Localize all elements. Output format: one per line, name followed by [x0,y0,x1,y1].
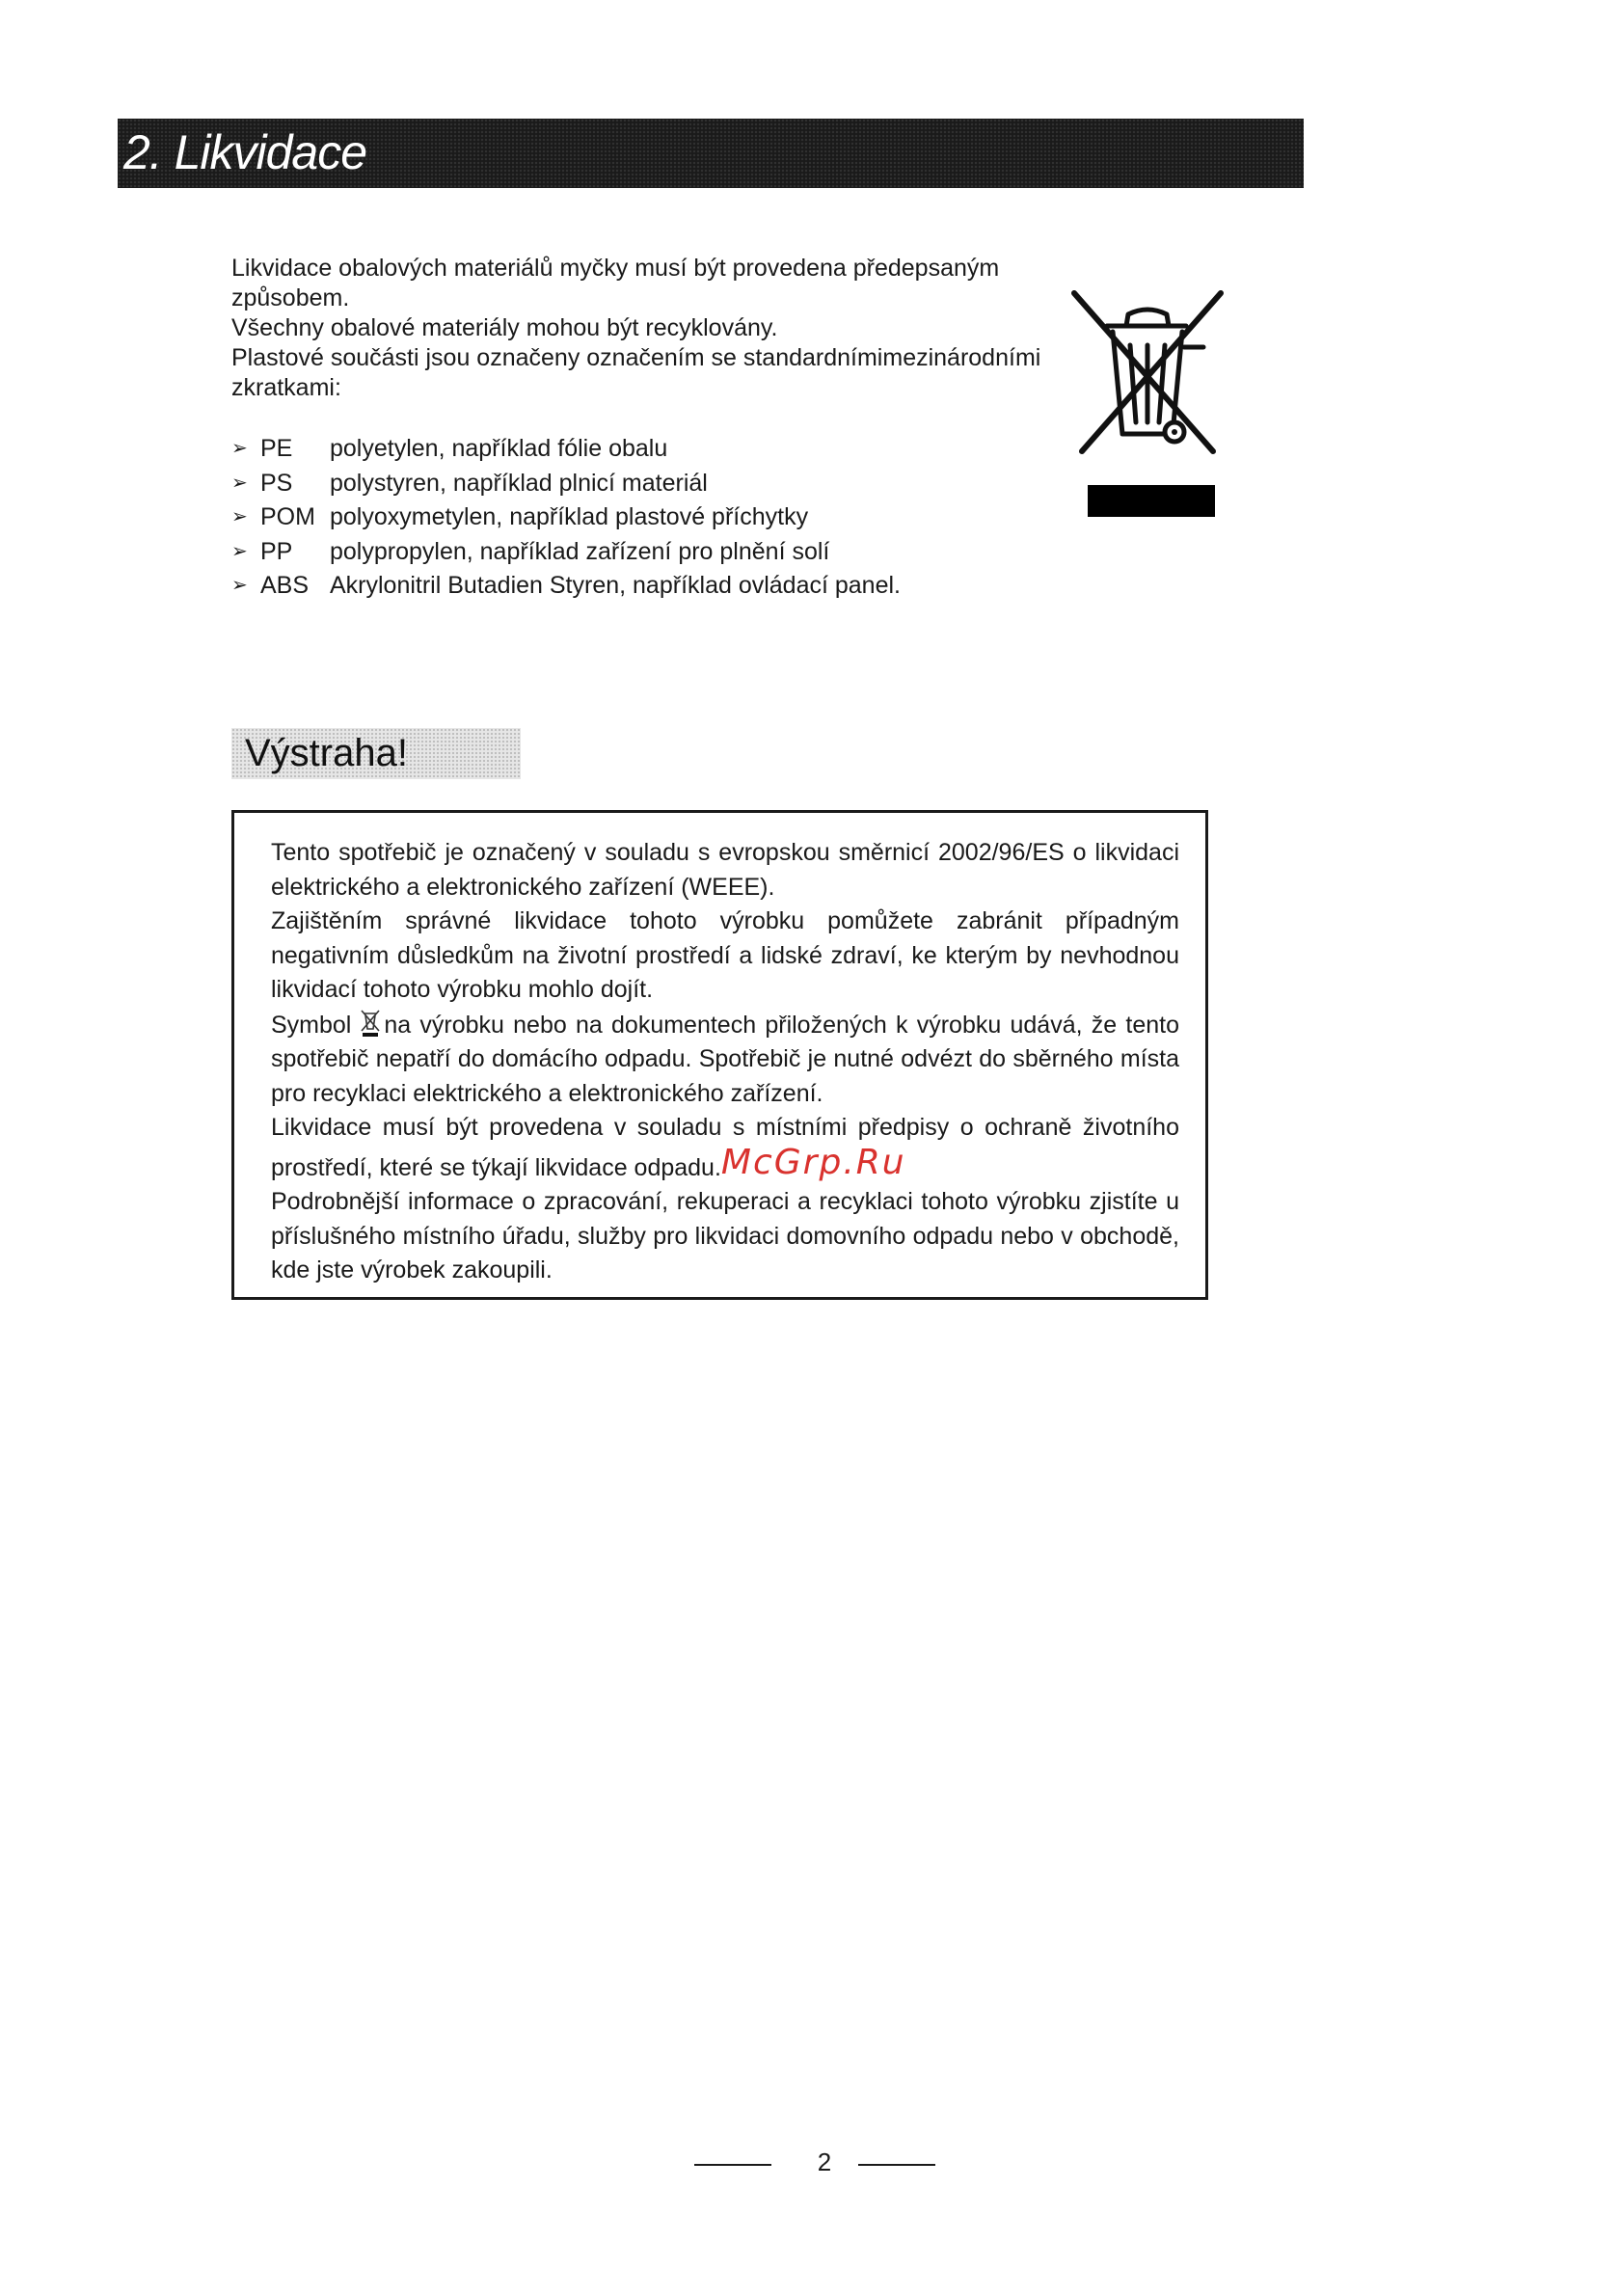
intro-line: Všechny obalové materiály mohou být recyklovány. [231,314,778,341]
material-list [231,432,901,604]
material-item [231,535,901,570]
warning-paragraph-text: Likvidace musí být provedena v souladu s místními předpisy o ochraně životního prostředí, které se týkají likvidace odpadu. [271,1114,1179,1181]
symbol-explanation: na výrobku nebo na dokumentech přiložených k výrobku udává, že tento spotřebič nepatří do domácího odpadu. Spotřebič je nutné odvézt do sběrného místa pro recyklaci elektrického a elektronického zařízení. [271,1011,1179,1107]
warning-paragraph: Tento spotřebič je označený v souladu s evropskou směrnicí 2002/96/ES o likvidaci elektrického a elektronického zařízení (WEEE). [271,839,1179,901]
material-code: POM [260,503,315,530]
warning-text [271,836,1179,1288]
material-description: Akrylonitril Butadien Styren, například ovládací panel. [330,572,901,599]
material-code: PE [260,435,293,462]
material-code: PP [260,537,293,565]
material-item [231,500,901,535]
material-description: polyoxymetylen, například plastové příchytky [330,503,809,530]
material-item [231,432,901,467]
material-description: polystyren, například plnicí materiál [330,469,708,497]
material-item [231,569,901,604]
arrow-bullet-icon: ➢ [231,438,248,459]
page-footer [694,2146,945,2184]
crossed-out-bin-icon [359,1008,382,1037]
page-number: 2 [817,2147,832,2176]
arrow-bullet-icon: ➢ [231,506,248,527]
warning-box [231,810,1208,1300]
crossed-out-wheeled-bin-icon [1068,289,1227,455]
material-description: polypropylen, například zařízení pro plnění solí [330,537,830,565]
watermark-logo: McGrp.Ru [720,1142,906,1182]
arrow-bullet-icon: ➢ [231,575,248,596]
intro-line: Likvidace obalových materiálů myčky musí být provedena předepsaným způsobem. [231,255,1000,311]
material-description: polyetylen, například fólie obalu [330,435,668,462]
arrow-bullet-icon: ➢ [231,540,248,562]
warning-label [231,728,521,779]
warning-paragraph: Zajištěním správné likvidace tohoto výrobku pomůžete zabránit případným negativním důsledkům na životní prostředí a lidské zdraví, ke kterým by nevhodnou likvidací tohoto výrobku mohlo dojít. [271,907,1179,1003]
material-code: ABS [260,572,310,599]
warning-paragraph [271,1111,1179,1185]
footer-rule [694,2164,771,2166]
arrow-bullet-icon: ➢ [231,472,248,494]
warning-label-text: Výstraha! [245,732,408,774]
intro-line: Plastové součásti jsou označeny označením se standardnímimezinárodními zkratkami: [231,344,1041,401]
symbol-word: Symbol [271,1011,352,1039]
footer-rule [858,2164,935,2166]
material-code: PS [260,469,293,497]
warning-paragraph [271,1008,1179,1112]
section-header [118,119,1304,188]
material-item [231,467,901,501]
weee-date-bar [1088,485,1215,517]
section-title: 2. Likvidace [123,125,367,179]
intro-text [231,254,1061,403]
warning-paragraph: Podrobnější informace o zpracování, rekuperaci a recyklaci tohoto výrobku zjistíte u příslušného místního úřadu, služby pro likvidaci domovního odpadu nebo v obchodě, kde jste výrobek zakoupili. [271,1188,1179,1283]
